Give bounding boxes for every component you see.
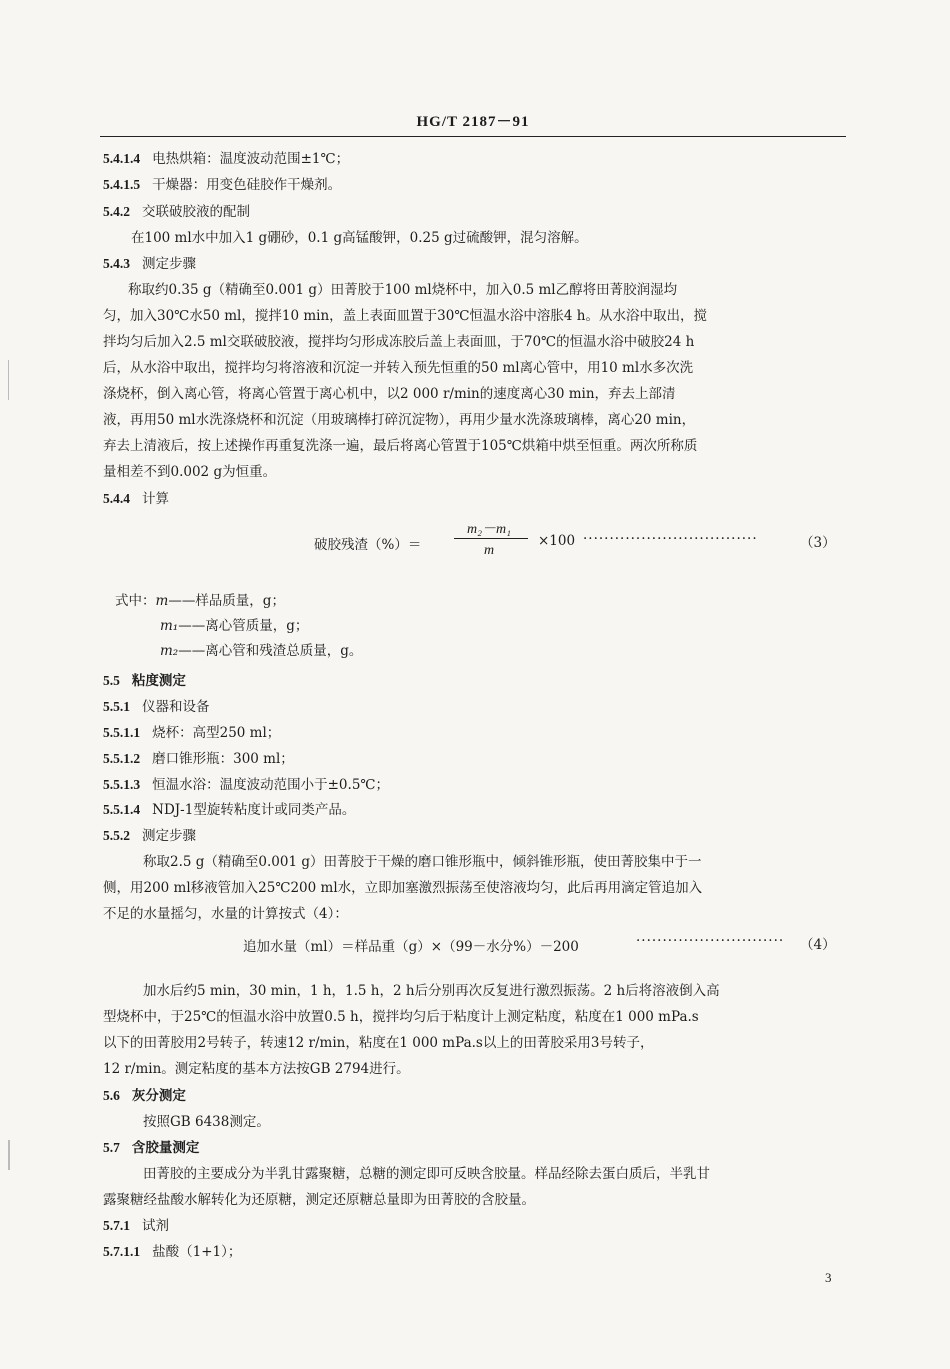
clause-5-4-2-body: 在100 ml水中加入1 g硼砂，0.1 g高锰酸钾，0.25 g过硫酸钾，混匀溶解。 [131, 230, 588, 246]
paragraph-line: 露聚糖经盐酸水解转化为还原糖，测定还原糖总量即为田菁胶的含胶量。 [103, 1192, 535, 1208]
paragraph-line: 液，再用50 ml水洗涤烧杯和沉淀（用玻璃棒打碎沉淀物），再用少量水洗涤玻璃棒，离心20 min， [103, 412, 696, 428]
clause-5-7-1-1: 5.7.1.1 盐酸（1+1）； [103, 1244, 242, 1260]
paragraph-line: 拌均匀后加入2.5 ml交联破胶液，搅拌均匀形成冻胶后盖上表面皿，于70℃的恒温水浴中破胶24 h [103, 334, 695, 350]
paragraph-line: 加水后约5 min，30 min，1 h，1.5 h，2 h后分别再次反复进行激烈振荡。2 h后将溶液倒入高 [143, 983, 720, 999]
formula-3-number: （3） [800, 535, 836, 551]
formula-leader-dots: ···························· [636, 933, 785, 949]
clause-5-7-1-heading: 5.7.1 试剂 [103, 1218, 169, 1234]
paragraph-line: 称取2.5 g（精确至0.001 g）田菁胶于干燥的磨口锥形瓶中，倾斜锥形瓶，使田菁胶集中于一 [143, 854, 702, 870]
formula-3-numerator: m₂－m₁ [467, 522, 511, 537]
formula-3-denominator: m [483, 543, 495, 558]
where-line-3: m₂——离心管和残渣总质量，g。 [160, 643, 363, 659]
paragraph-line: 不足的水量摇匀，水量的计算按式（4）： [103, 906, 348, 922]
where-line-2: m₁——离心管质量，g； [160, 618, 309, 634]
clause-5-5-1-3: 5.5.1.3 恒温水浴：温度波动范围小于±0.5℃； [103, 777, 390, 793]
page-header: HG/T 2187－91 [416, 114, 530, 130]
section-5-6-body: 按照GB 6438测定。 [143, 1114, 270, 1130]
clause-5-4-4-heading: 5.4.4 计算 [103, 491, 169, 507]
clause-5-5-2-heading: 5.5.2 测定步骤 [103, 828, 196, 844]
clause-5-5-1-2: 5.5.1.2 磨口锥形瓶：300 ml； [103, 751, 294, 767]
formula-3-rhs: ×100 [538, 533, 576, 549]
where-line-1: 式中：m——样品质量，g； [115, 593, 285, 609]
clause-5-5-1-1: 5.5.1.1 烧杯：高型250 ml； [103, 725, 281, 741]
paragraph-line: 弃去上清液后，按上述操作再重复洗涤一遍，最后将离心管置于105℃烘箱中烘至恒重。两次所称质 [103, 438, 698, 454]
section-5-5-heading: 5.5 粘度测定 [103, 673, 186, 689]
paragraph-line: 称取约0.35 g（精确至0.001 g）田菁胶于100 ml烧杯中，加入0.5 ml乙醇将田菁胶润湿均 [128, 282, 678, 298]
page-number: 3 [825, 1270, 832, 1285]
formula-leader-dots: ································· [583, 531, 758, 547]
paragraph-line: 侧，用200 ml移液管加入25℃200 ml水，立即加塞激烈振荡至使溶液均匀，此后再用滴定管追加入 [103, 880, 703, 896]
paragraph-line: 以下的田菁胶用2号转子，转速12 r/min，粘度在1 000 mPa.s以上的田菁胶采用3号转子， [103, 1035, 654, 1051]
clause-5-4-1-4: 5.4.1.4 电热烘箱：温度波动范围±1℃； [103, 151, 350, 167]
paragraph-line: 量相差不到0.002 g为恒重。 [103, 464, 277, 480]
paragraph-line: 型烧杯中，于25℃的恒温水浴中放置0.5 h，搅拌均匀后于粘度计上测定粘度，粘度在1 000 mPa.s [103, 1009, 699, 1025]
section-5-7-heading: 5.7 含胶量测定 [103, 1140, 200, 1156]
paragraph-line: 12 r/min。测定粘度的基本方法按GB 2794进行。 [103, 1061, 410, 1077]
paragraph-line: 田菁胶的主要成分为半乳甘露聚糖，总糖的测定即可反映含胶量。样品经除去蛋白质后，半乳甘 [143, 1166, 710, 1182]
formula-3-lhs: 破胶残渣（%）＝ [314, 537, 422, 553]
clause-5-5-1-heading: 5.5.1 仪器和设备 [103, 699, 210, 715]
clause-5-4-1-5: 5.4.1.5 干燥器：用变色硅胶作干燥剂。 [103, 177, 342, 193]
clause-5-4-3-heading: 5.4.3 测定步骤 [103, 256, 196, 272]
clause-5-5-1-4: 5.5.1.4 NDJ-1型旋转粘度计或同类产品。 [103, 802, 356, 818]
scan-artifact [8, 360, 9, 400]
paragraph-line: 涤烧杯，倒入离心管，将离心管置于离心机中，以2 000 r/min的速度离心30 min，弃去上部清 [103, 386, 676, 402]
header-rule [100, 136, 846, 137]
section-5-6-heading: 5.6 灰分测定 [103, 1088, 186, 1104]
fraction-bar [454, 538, 528, 539]
paragraph-line: 匀，加入30℃水50 ml，搅拌10 min，盖上表面皿置于30℃恒温水浴中溶胀4 h。从水浴中取出，搅 [103, 308, 708, 324]
paragraph-line: 后，从水浴中取出，搅拌均匀将溶液和沉淀一并转入预先恒重的50 ml离心管中，用10 ml水多次洗 [103, 360, 694, 376]
formula-4-number: （4） [800, 937, 836, 953]
formula-4: 追加水量（ml）＝样品重（g）×（99－水分%）－200 [243, 939, 579, 955]
scan-artifact [8, 1140, 10, 1170]
clause-5-4-2-heading: 5.4.2 交联破胶液的配制 [103, 204, 250, 220]
